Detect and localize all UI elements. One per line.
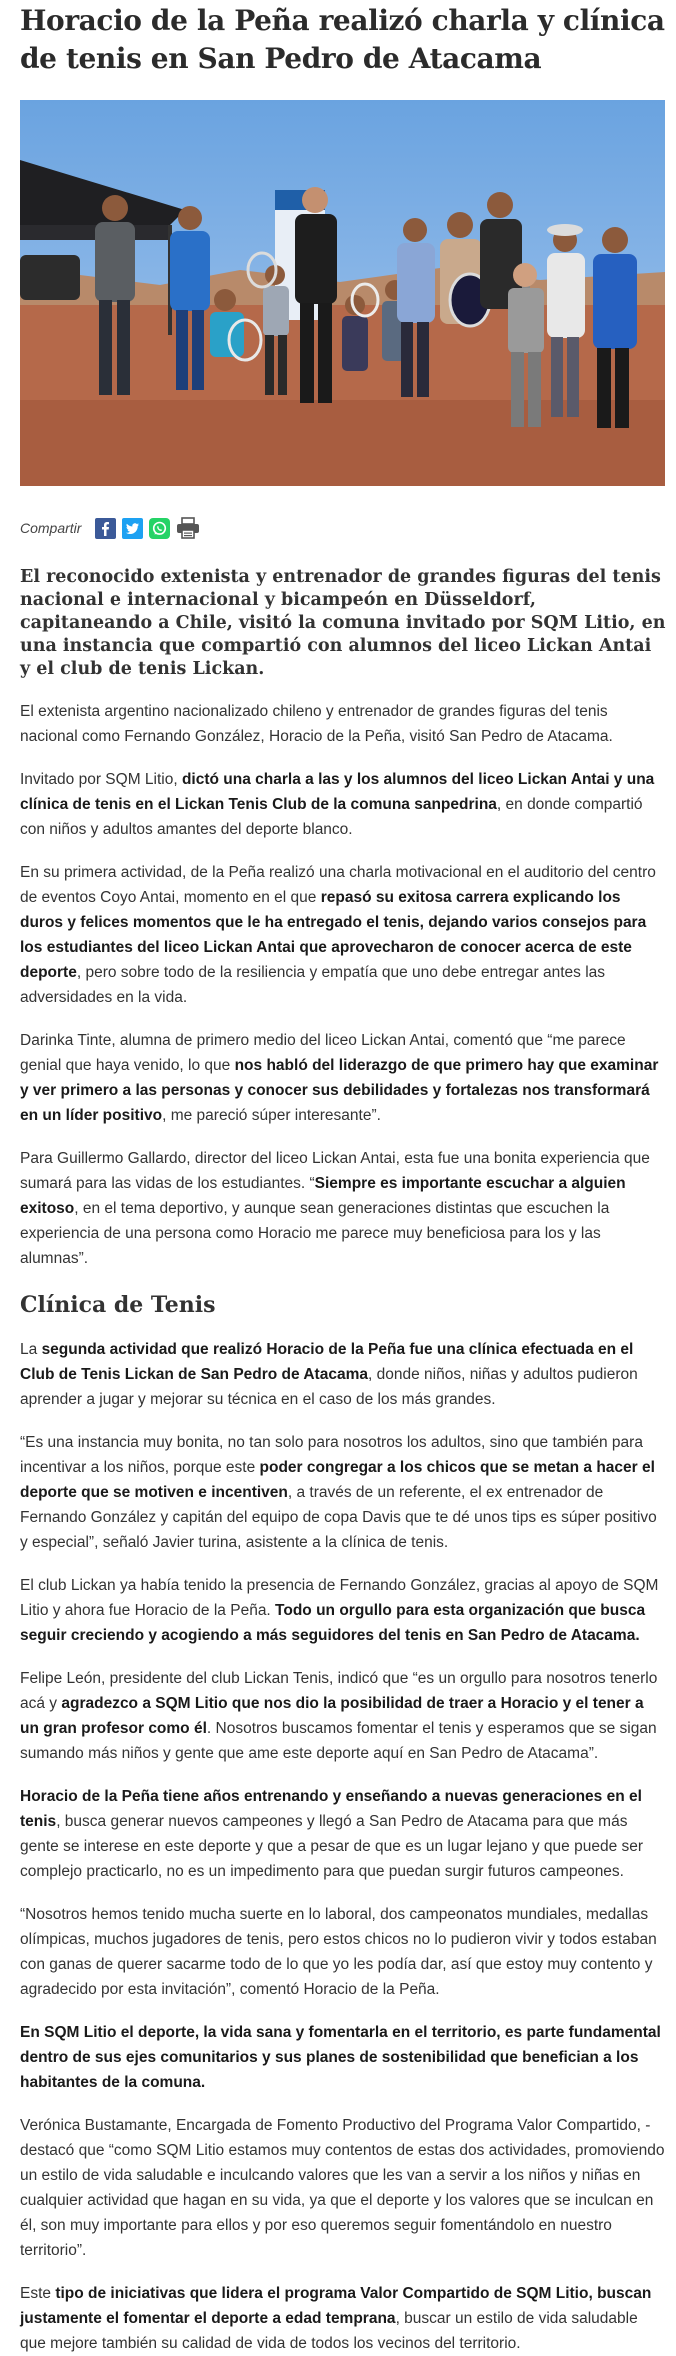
print-icon[interactable] — [176, 517, 200, 539]
text-run: , me pareció súper interesante”. — [162, 1107, 381, 1124]
twitter-icon[interactable] — [122, 518, 143, 539]
text-run: La — [20, 1341, 42, 1358]
text-run: . Nosotros buscamos fomentar el tenis y esperamos que se sigan sumando más niños y gente que ame este deporte aquí en San Pedro de Atacama”. — [20, 1720, 657, 1762]
facebook-icon[interactable] — [95, 518, 116, 539]
text-run: , pero sobre todo de la resiliencia y empatía que uno debe entregar antes las adversidades en la vida. — [20, 964, 606, 1006]
bold-text: tipo de iniciativas que lidera el programa Valor Compartido de SQM Litio, buscan justamente el fomentar el deporte a edad temprana — [20, 2285, 652, 2327]
share-bar — [20, 514, 666, 542]
body-paragraph — [20, 2281, 666, 2356]
bold-text: Horacio de la Peña tiene años entrenando y enseñando a nuevas generaciones en el tenis — [20, 1788, 642, 1830]
body-paragraph — [20, 1430, 666, 1555]
bold-text: repasó su exitosa carrera explicando los duros y felices momentos que le ha entregado el tenis, dejando varios consejos para los estudiantes del liceo Lickan Antai que aprovecharon de conocer acerca de este deporte — [20, 889, 647, 981]
text-run: En su primera actividad, de la Peña realizó una charla motivacional en el auditorio del centro de eventos Coyo Antai, momento en el que — [20, 864, 656, 906]
text-run: , busca generar nuevos campeones y llegó a San Pedro de Atacama para que más gente se interese en este deporte y que a pesar de que es un lugar lejano y que puede ser complejo practicarlo, no es un impedimento para que puedan surgir futuros campeones. — [20, 1813, 644, 1880]
article-photo — [20, 100, 665, 486]
text-run: “Es una instancia muy bonita, no tan solo para nosotros los adultos, sino que también para incentivar a los niños, porque este — [20, 1434, 643, 1476]
body-paragraph — [20, 2113, 666, 2263]
body-paragraph — [20, 1028, 666, 1128]
article-title: Horacio de la Peña realizó charla y clínica de tenis en San Pedro de Atacama — [20, 4, 665, 75]
text-run: , donde niños, niñas y adultos pudieron aprender a jugar y mejorar su técnica en el caso de los más grandes. — [20, 1366, 638, 1408]
bold-text: dictó una charla a las y los alumnos del liceo Lickan Antai y una clínica de tenis en el Lickan Tenis Club de la comuna sanpedrina — [20, 771, 655, 813]
text-run: Verónica Bustamante, Encargada de Fomento Productivo del Programa Valor Compartido, -destacó que “como SQM Litio estamos muy contentos de estas dos actividades, promoviendo un estilo de vida saludable e inculcando valores que les van a servir a los niños y niñas en cualquier actividad que hagan en su vida, ya que el deporte y los valores que se inculcan en él, son muy importante para ellos y por eso queremos seguir fomentándolo en nuestro territorio”. — [20, 2117, 665, 2259]
section-heading: Clínica de Tenis — [20, 1292, 216, 1318]
body-paragraph — [20, 1784, 666, 1884]
body-paragraph — [20, 860, 666, 1010]
text-run: , buscar un estilo de vida saludable que mejore también su calidad de vida de todos los vecinos del territorio. — [20, 2310, 638, 2352]
text-run: Felipe León, presidente del club Lickan Tenis, indicó que “es un orgullo para nosotros tenerlo acá y — [20, 1670, 658, 1712]
article-lead: El reconocido extenista y entrenador de grandes figuras del tenis nacional e internacional y bicampeón en Düsseldorf, capitaneando a Chile, visitó la comuna invitado por SQM Litio, en una instancia que compartió con alumnos del liceo Lickan Antai y el club de tenis Lickan. — [20, 567, 666, 679]
bold-text: Todo un orgullo para esta organización que busca seguir creciendo y acogiendo a más seguidores del tenis en San Pedro de Atacama. — [20, 1602, 646, 1644]
section-body — [20, 1337, 666, 2356]
text-run: El extenista argentino nacionalizado chileno y entrenador de grandes figuras del tenis nacional como Fernando González, Horacio de la Peña, visitó San Pedro de Atacama. — [20, 703, 613, 745]
body-paragraph — [20, 1573, 666, 1648]
body-paragraph — [20, 1337, 666, 1412]
bold-text: nos habló del liderazgo de que primero hay que examinar y ver primero a las personas y conocer sus debilidades y fortalezas nos transformará en un líder positivo — [20, 1057, 659, 1124]
body-paragraph — [20, 1146, 666, 1271]
bold-text: agradezco a SQM Litio que nos dio la posibilidad de traer a Horacio y el tener a un gran profesor como él — [20, 1695, 644, 1737]
body-paragraph — [20, 2020, 666, 2095]
body-paragraph — [20, 1666, 666, 1766]
text-run: “Nosotros hemos tenido mucha suerte en lo laboral, dos campeonatos mundiales, medallas olímpicas, muchos jugadores de tenis, pero estos chicos no lo pudieron vivir y todos estaban con ganas de querer sacarme todo de lo que yo les podía dar, así que estoy muy contento y agradecido por esta invitación”, comentó Horacio de la Peña. — [20, 1906, 657, 1998]
bold-text: segunda actividad que realizó Horacio de la Peña fue una clínica efectuada en el Club de Tenis Lickan de San Pedro de Atacama — [20, 1341, 634, 1383]
share-label: Compartir — [20, 520, 82, 536]
text-run: Este — [20, 2285, 56, 2302]
text-run: Invitado por SQM Litio, — [20, 771, 182, 788]
bold-text: En SQM Litio el deporte, la vida sana y fomentarla en el territorio, es parte fundamental dentro de sus ejes comunitarios y sus planes de sostenibilidad que benefician a los habitantes de la comuna. — [20, 2024, 661, 2091]
body-paragraph — [20, 1902, 666, 2002]
text-run: , a través de un referente, el ex entrenador de Fernando González y capitán del equipo de copa Davis que te dé unos tips es súper positivo y especial”, señaló Javier turina, asistente a la clínica de tenis. — [20, 1484, 657, 1551]
body-paragraph — [20, 699, 666, 749]
body-paragraph — [20, 767, 666, 842]
text-run: , en donde compartió con niños y adultos amantes del deporte blanco. — [20, 796, 643, 838]
text-run: Para Guillermo Gallardo, director del liceo Lickan Antai, esta fue una bonita experiencia que sumará para las vidas de los estudiantes. “ — [20, 1150, 650, 1192]
text-run: El club Lickan ya había tenido la presencia de Fernando González, gracias al apoyo de SQM Litio y ahora fue Horacio de la Peña. — [20, 1577, 659, 1619]
text-run: Darinka Tinte, alumna de primero medio del liceo Lickan Antai, comentó que “me parece genial que haya venido, lo que — [20, 1032, 626, 1074]
whatsapp-icon[interactable] — [149, 518, 170, 539]
article-body — [20, 699, 666, 1271]
bold-text: Siempre es importante escuchar a alguien exitoso — [20, 1175, 626, 1217]
text-run: , en el tema deportivo, y aunque sean generaciones distintas que escuchen la experiencia de una persona como Horacio me parece muy beneficiosa para los y las alumnas”. — [20, 1200, 610, 1267]
bold-text: poder congregar a los chicos que se metan a hacer el deporte que se motiven e incentiven — [20, 1459, 655, 1501]
